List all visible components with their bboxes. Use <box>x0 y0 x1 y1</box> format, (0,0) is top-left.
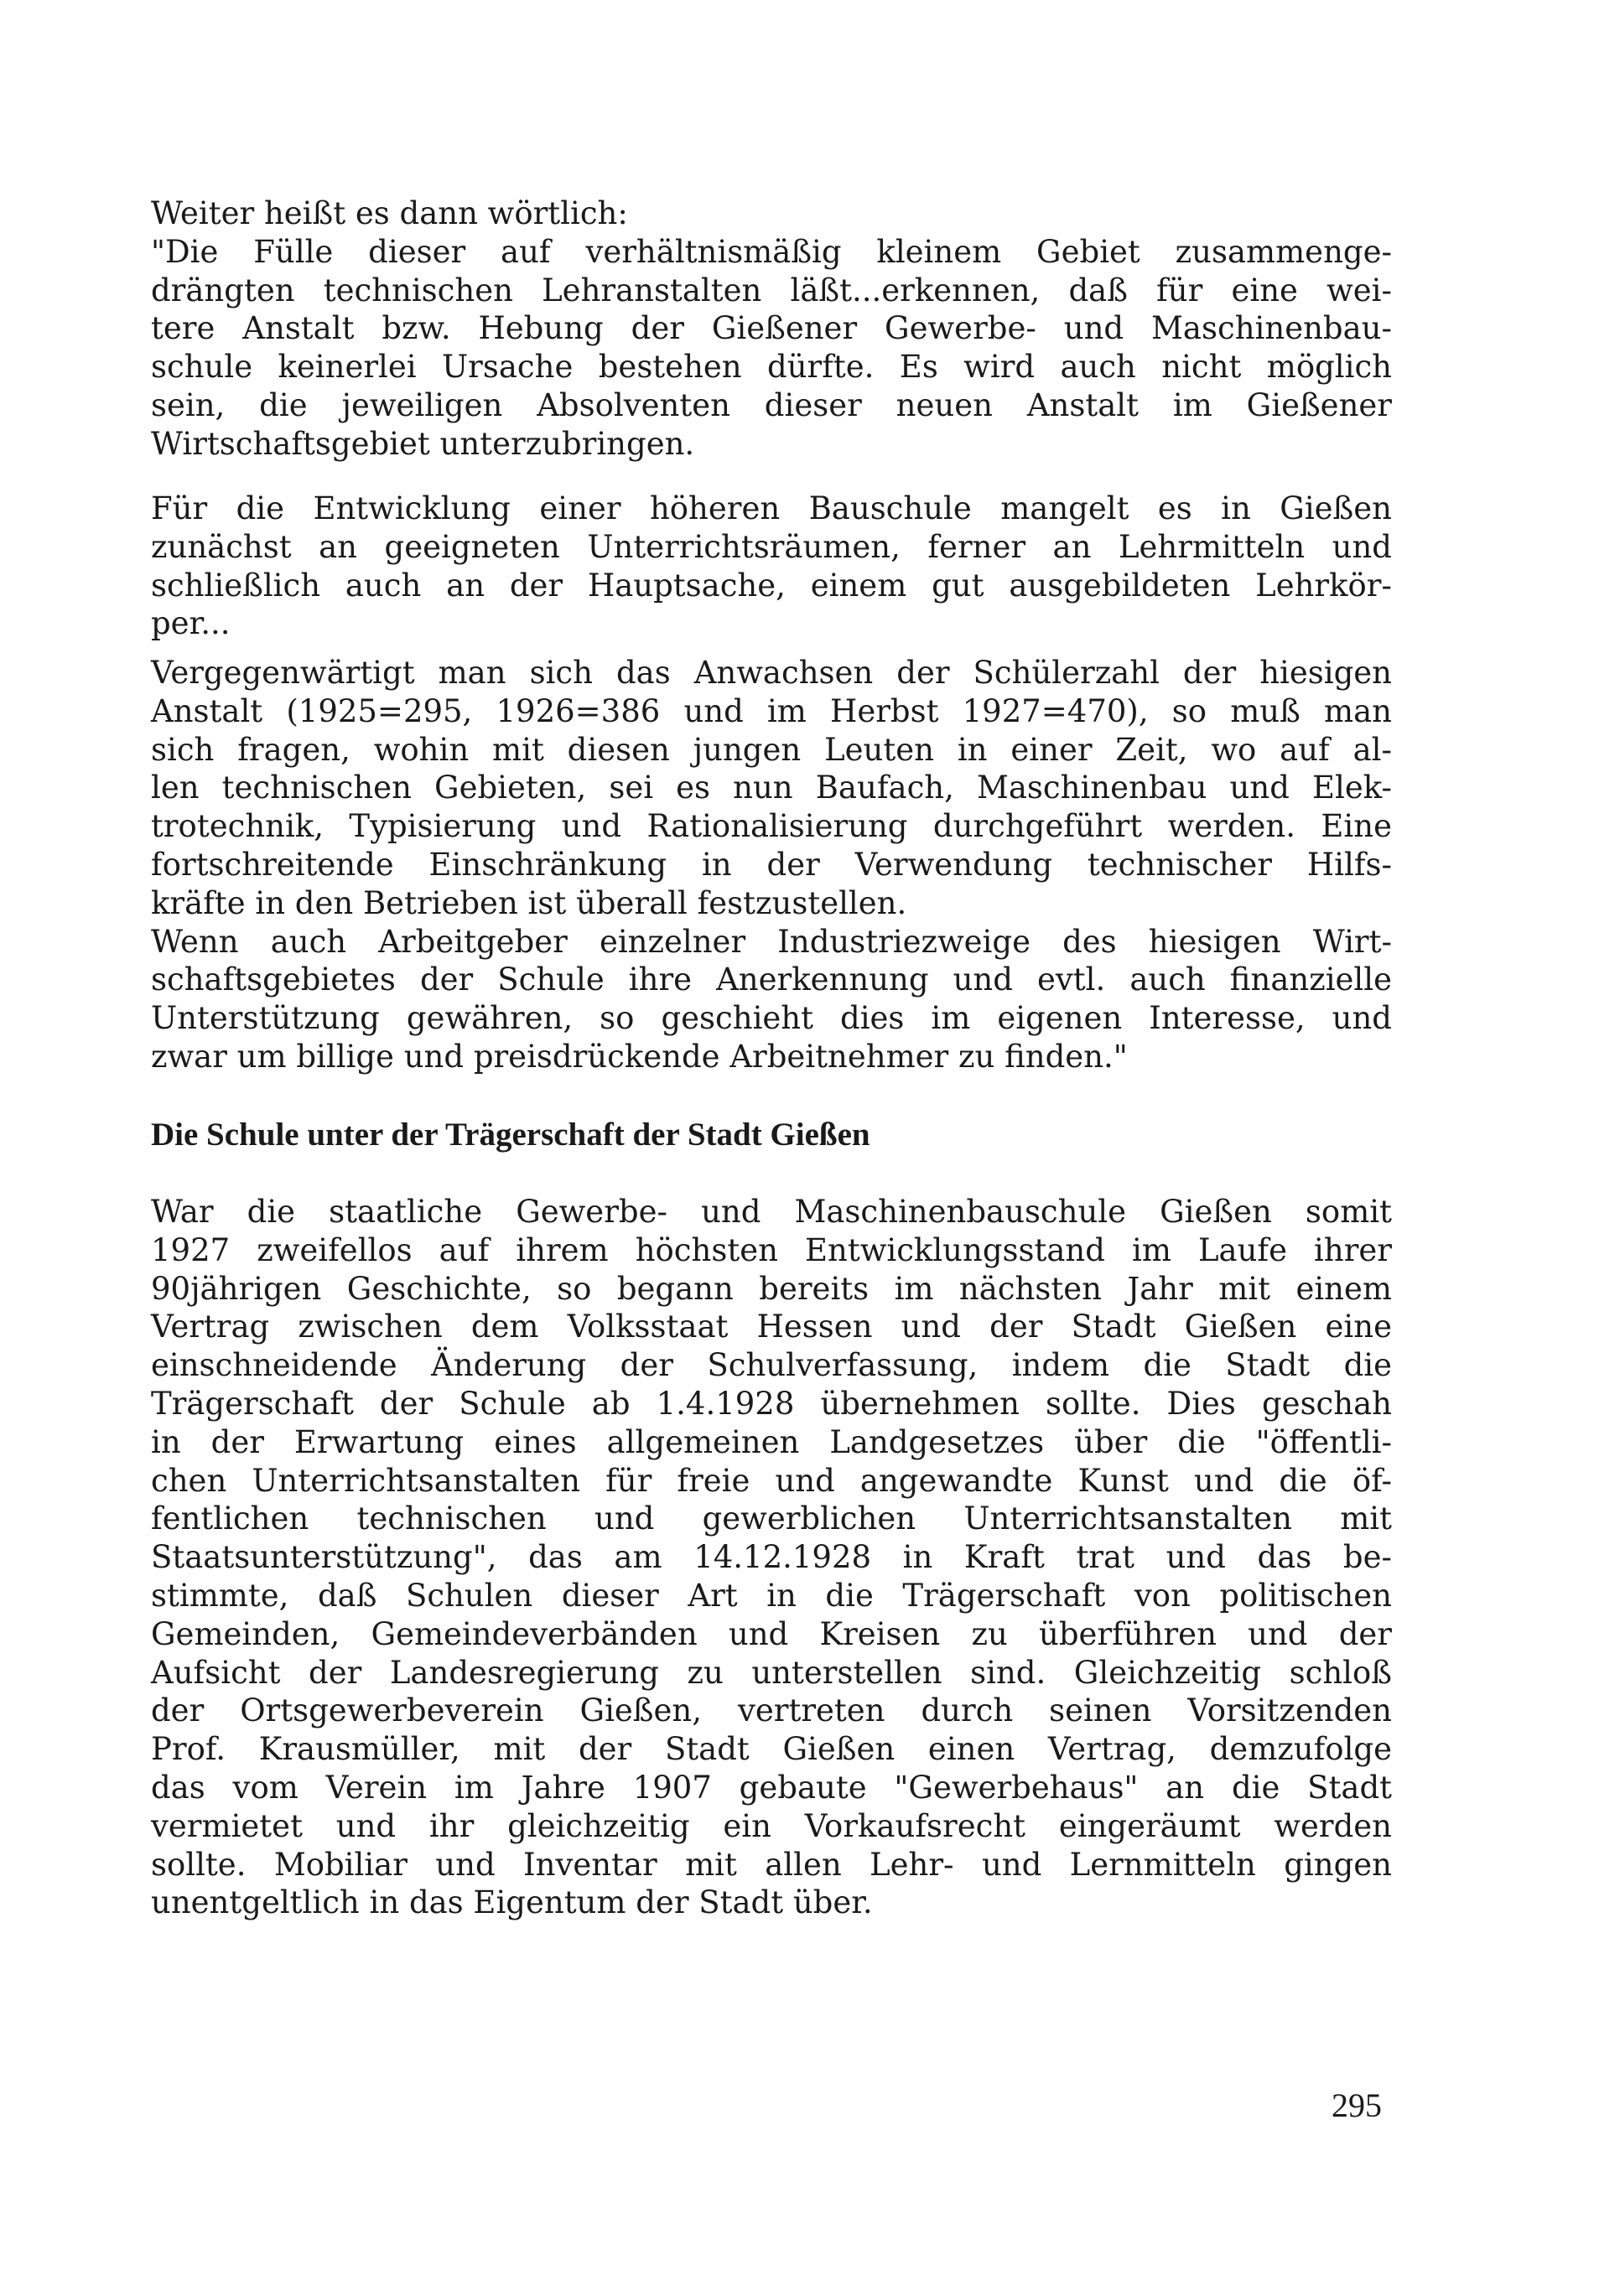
text-line: Vertrag zwischen dem Volksstaat Hessen und der Stadt Gießen eine <box>151 1309 1392 1345</box>
text-line: 1927 zweifellos auf ihrem höchsten Entwicklungsstand im Laufe ihrer <box>151 1231 1392 1268</box>
text-line: Trägerschaft der Schule ab 1.4.1928 übernehmen sollte. Dies geschah <box>151 1385 1392 1422</box>
text-line: Prof. Krausmüller, mit der Stadt Gießen einen Vertrag, demzufolge <box>151 1731 1392 1768</box>
text-line: in der Erwartung eines allgemeinen Landgesetzes über die "öffentli- <box>151 1423 1392 1460</box>
text-line: Wenn auch Arbeitgeber einzelner Industriezweige des hiesigen Wirt- <box>151 923 1392 960</box>
text-line: per... <box>151 605 231 642</box>
text-line: drängten technischen Lehranstalten läßt...erkennen, daß für eine wei- <box>151 272 1392 308</box>
text-line: der Ortsgewerbeverein Gießen, vertreten durch seinen Vorsitzenden <box>151 1692 1392 1729</box>
paragraph-bauschule <box>151 490 1392 643</box>
paragraph-traegerschaft <box>151 1193 1392 1922</box>
text-line: Anstalt (1925=295, 1926=386 und im Herbst 1927=470), so muß man <box>151 692 1392 729</box>
text-line: tere Anstalt bzw. Hebung der Gießener Gewerbe- und Maschinenbau- <box>151 310 1392 347</box>
text-line: sollte. Mobiliar und Inventar mit allen Lehr- und Lernmitteln gingen <box>151 1846 1392 1883</box>
text-line: trotechnik, Typisierung und Rationalisierung durchgeführt werden. Eine <box>151 808 1392 845</box>
page-number: 295 <box>1332 2086 1382 2124</box>
text-line: sein, die jeweiligen Absolventen dieser neuen Anstalt im Gießener <box>151 386 1392 423</box>
text-line: Gemeinden, Gemeindeverbänden und Kreisen zu überführen und der <box>151 1615 1392 1652</box>
text-line: zwar um billige und preisdrückende Arbeitnehmer zu finden." <box>151 1038 1128 1075</box>
text-line: schließlich auch an der Hauptsache, einem gut ausgebildeten Lehrkör- <box>151 567 1392 604</box>
text-line: Unterstützung gewähren, so geschieht dies im eigenen Interesse, und <box>151 1000 1392 1037</box>
text-line: len technischen Gebieten, sei es nun Baufach, Maschinenbau und Elek- <box>151 770 1392 806</box>
text-line: schaftsgebietes der Schule ihre Anerkennung und evtl. auch finanzielle <box>151 961 1392 998</box>
paragraph-schuelerzahl <box>151 654 1392 1076</box>
text-line: einschneidende Änderung der Schulverfassung, indem die Stadt die <box>151 1347 1392 1384</box>
text-line: stimmte, daß Schulen dieser Art in die Trägerschaft von politischen <box>151 1577 1392 1614</box>
text-line: fentlichen technischen und gewerblichen Unterrichtsanstalten mit <box>151 1500 1392 1537</box>
text-line: "Die Fülle dieser auf verhältnismäßig kleinem Gebiet zusammenge- <box>151 233 1392 270</box>
text-line: 90jährigen Geschichte, so begann bereits im nächsten Jahr mit einem <box>151 1270 1392 1307</box>
text-line: Aufsicht der Landesregierung zu unterstellen sind. Gleichzeitig schloß <box>151 1654 1392 1691</box>
text-line: Für die Entwicklung einer höheren Bauschule mangelt es in Gießen <box>151 490 1392 526</box>
text-line: War die staatliche Gewerbe- und Maschinenbauschule Gießen somit <box>151 1194 1392 1230</box>
text-line: das vom Verein im Jahre 1907 gebaute "Gewerbehaus" an die Stadt <box>151 1769 1392 1806</box>
paragraph-quote-intro <box>151 194 1392 464</box>
text-line: Staatsunterstützung", das am 14.12.1928 in Kraft trat und das be- <box>151 1539 1392 1576</box>
text-line: unentgeltlich in das Eigentum der Stadt über. <box>151 1884 873 1921</box>
text-line: vermietet und ihr gleichzeitig ein Vorkaufsrecht eingeräumt werden <box>151 1807 1392 1844</box>
text-line: Vergegenwärtigt man sich das Anwachsen der Schülerzahl der hiesigen <box>151 655 1392 691</box>
text-line: schule keinerlei Ursache bestehen dürfte. Es wird auch nicht möglich <box>151 349 1392 386</box>
text-line: sich fragen, wohin mit diesen jungen Leuten in einer Zeit, wo auf al- <box>151 731 1392 768</box>
text-line: kräfte in den Betrieben ist überall festzustellen. <box>151 884 907 921</box>
text-line: fortschreitende Einschränkung in der Verwendung technischer Hilfs- <box>151 846 1392 883</box>
section-heading: Die Schule unter der Trägerschaft der Stadt Gießen <box>151 1117 870 1153</box>
text-line: Weiter heißt es dann wörtlich: <box>151 195 628 231</box>
text-line: zunächst an geeigneten Unterrichtsräumen, ferner an Lehrmitteln und <box>151 528 1392 565</box>
text-line: chen Unterrichtsanstalten für freie und angewandte Kunst und die öf- <box>151 1462 1392 1499</box>
text-line: Wirtschaftsgebiet unterzubringen. <box>151 425 695 462</box>
